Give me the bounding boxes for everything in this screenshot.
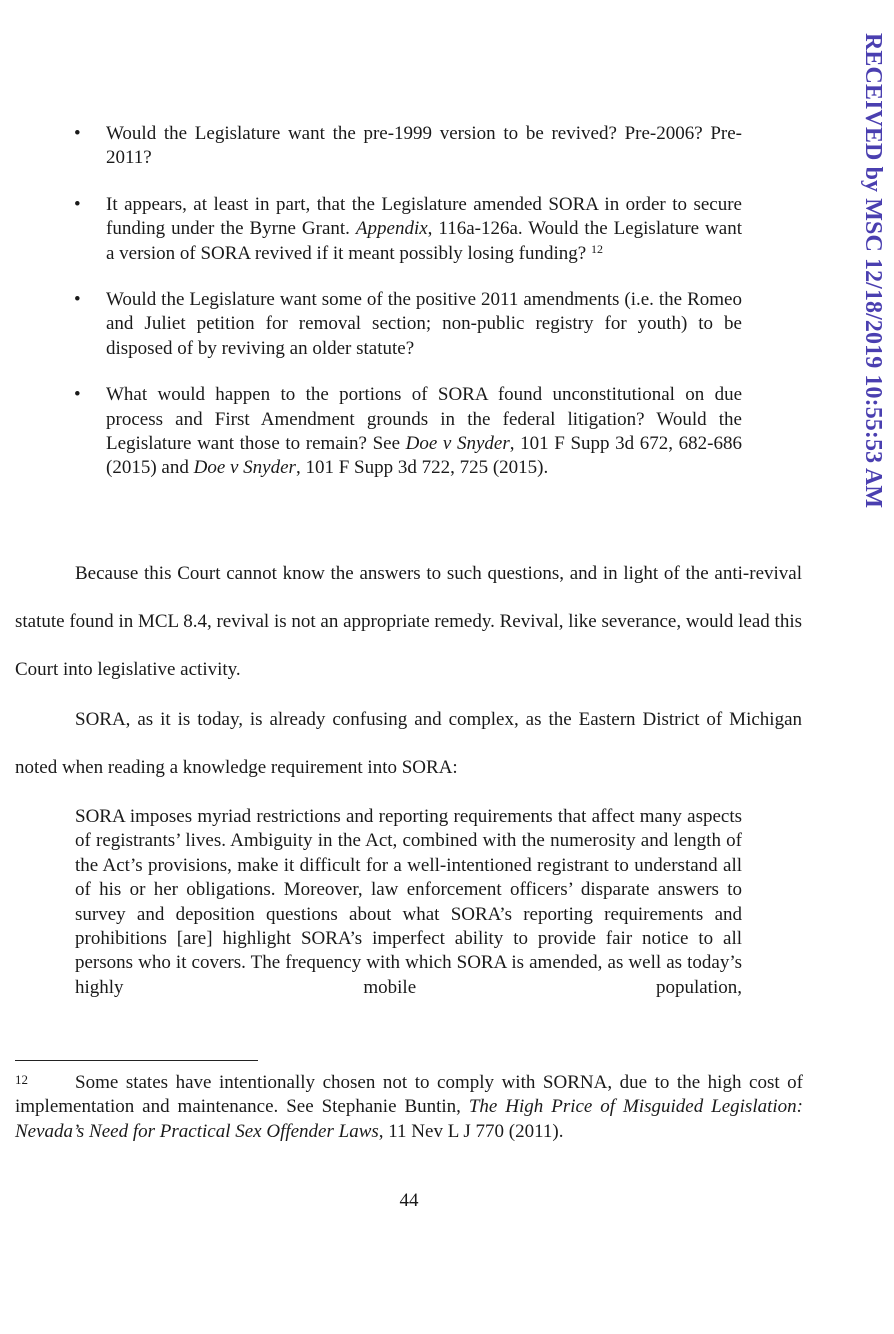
footnote-divider (15, 1060, 258, 1061)
bullet-icon: • (74, 289, 81, 311)
list-item (74, 193, 742, 266)
block-quote: SORA imposes myriad restrictions and reporting requirements that affect many aspects of registrants’ lives. Ambiguity in the Act, combined with the numerosity and length of the Act’s provisions, make it difficult for a well-intentioned registrant to understand all of his or her obligations. Moreover, law enforcement officers’ disparate answers to survey and deposition questions about what SORA’s reporting requirements and prohibitions [are] highlight SORA’s imperfect ability to provide fair notice to all persons who it covers. The frequency with which SORA is amended, as well as today’s highly mobile population, (75, 806, 742, 998)
bullet-icon: • (74, 123, 81, 144)
received-stamp: RECEIVED by MSC 12/18/2019 10:55:53 AM (860, 33, 886, 509)
page-number: 44 (399, 1190, 419, 1211)
bullet-icon: • (74, 384, 81, 406)
body-paragraph: SORA, as it is today, is already confusing and complex, as the Eastern District of Michigan noted when reading a knowledge requirement into SORA: (15, 709, 802, 779)
footnote-reference[interactable]: 12 (590, 241, 603, 256)
footnote: 12 Some states have intentionally chosen not to comply with SORNA, due to the high cost of implementation and maintenance. See Stephanie Buntin, The High Price of Misguided Legislation: Nevada’s Need for Practical Sex Offender Laws, 11 Nev L J 770 (2011). (15, 1072, 803, 1142)
list-item-text: Would the Legislature want the pre-1999 version to be revived? Pre-2006? Pre-2011? (106, 123, 742, 169)
list-item-text: It appears, at least in part, that the Legislature amended SORA in order to secure funding under the Byrne Grant. Appendix, 116a-126a. Would the Legislature want a version of SORA revived if it meant possibly losing funding? $^{12}$ (106, 193, 742, 264)
body-paragraph: Because this Court cannot know the answers to such questions, and in light of the anti-revival statute found in MCL 8.4, revival is not an appropriate remedy. Revival, like severance, would lead this Court into legislative activity. (15, 563, 802, 681)
list-item (74, 383, 742, 481)
question-list (74, 122, 742, 503)
list-item (74, 288, 742, 361)
list-item-text: What would happen to the portions of SORA found unconstitutional on due process and First Amendment grounds in the federal litigation? Would the Legislature want those to remain? See Doe v Snyder, 101 F Supp 3d 672, 682-686 (2015) and Doe v Snyder, 101 F Supp 3d 722, 725 (2015). (106, 384, 742, 479)
list-item (74, 122, 742, 171)
bullet-icon: • (74, 193, 81, 215)
list-item-text: Would the Legislature want some of the positive 2011 amendments (i.e. the Romeo and Juliet petition for removal section; non-public registry for youth) to be disposed of by reviving an older statute? (106, 289, 742, 359)
